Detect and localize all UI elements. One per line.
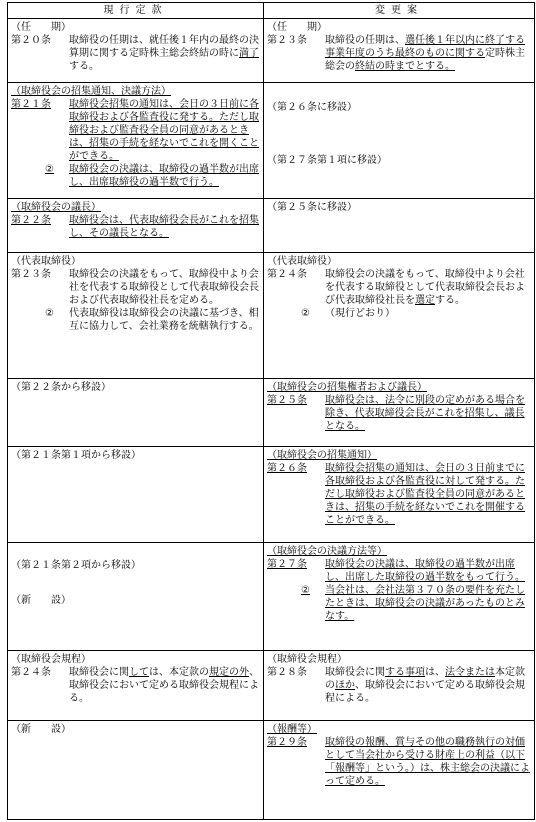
article-body: 取締役会招集の通知は、会日の３日前までに各取締役および各監査役に対して発する。ただし取締役および監査役全員の同意があるときは、招集の手続を経ないでこれを開催することができる。 — [325, 463, 525, 526]
proposed-changes-header: 変更案 — [264, 3, 535, 19]
current-article-cell — [8, 253, 264, 379]
relocation-note: （第２７条第１項に移設） — [267, 155, 387, 166]
paragraph-body: 代表取締役は取締役会の決議に基づき、相互に協力して、会社業務を統轄執行する。 — [69, 308, 259, 332]
current-articles-header: 現行定款 — [8, 3, 264, 19]
article-number: 第２３条 — [267, 35, 307, 46]
article-caption: （取締役会の議長） — [11, 202, 101, 213]
article-number: 第２２条 — [11, 215, 51, 226]
article-paragraph — [45, 163, 260, 189]
relocation-note: （第２１条第２項から移設） — [11, 560, 141, 571]
article-body: 取締役会招集の通知は、会日の３日前に各取締役および各監査役に発する。ただし取締役および監査役全員の同意があるときは、招集の手続を経ないでこれを開くことができる。 — [69, 99, 259, 162]
article-body: 取締役会に関する事項は、法令または本定款のほか、取締役会において定める取締役会規程による。 — [325, 667, 525, 704]
new-article-note: （新 設） — [11, 724, 71, 735]
article-caption: （取締役会の招集権者および議長） — [267, 382, 427, 393]
article-caption: （取締役会の招集通知、決議方法） — [11, 86, 171, 97]
article — [267, 34, 531, 73]
changed-text: して — [129, 667, 149, 678]
current-article-cell — [8, 721, 264, 820]
paragraph-body: 取締役会の決議は、取締役の過半数が出席し、出席取締役の過半数で行う。 — [69, 164, 259, 188]
current-article-cell — [8, 651, 264, 721]
table-row — [8, 253, 535, 379]
article-body: 取締役の報酬、賞与その他の職務執行の対価として当会社から受ける財産上の利益（以下「報酬等」という。）は、株主総会の決議によって定める。 — [325, 737, 530, 787]
relocation-note: （第２５条に移設） — [267, 202, 357, 213]
article — [267, 268, 531, 307]
proposed-article-cell — [264, 447, 535, 543]
current-article-cell — [8, 199, 264, 253]
proposed-article-cell — [264, 19, 535, 83]
article-number: 第２４条 — [267, 269, 307, 280]
article-number: 第２４条 — [11, 667, 51, 678]
article-paragraph — [301, 584, 531, 623]
article-caption: （任 期） — [11, 22, 71, 33]
table-row — [8, 19, 535, 83]
article-number: 第２７条 — [267, 559, 307, 570]
changed-text: 規定の外 — [209, 667, 249, 678]
changed-text: 満了 — [239, 48, 259, 59]
paragraph-number: ② — [45, 308, 54, 319]
changed-text: 法令または — [445, 667, 495, 678]
article — [267, 666, 531, 705]
article-number: 第２９条 — [267, 737, 307, 748]
changed-text: ほか — [335, 680, 355, 691]
article-body: 取締役会の決議をもって、取締役中より会社を代表する取締役として代表取締役会長および代表取締役社長を選定する。 — [325, 269, 525, 306]
table-row — [8, 651, 535, 721]
article-paragraph — [301, 307, 531, 320]
changed-text: 終結の時までとする。 — [355, 61, 455, 72]
article-caption: （取締役会規程） — [11, 654, 91, 665]
article-number: 第２０条 — [11, 35, 51, 46]
article — [267, 736, 531, 788]
current-article-cell — [8, 379, 264, 447]
article-body: 取締役会の決議をもって、取締役中より会社を代表する取締役として代表取締役会長および代表取締役社長を定める。 — [69, 269, 259, 306]
article — [11, 34, 260, 73]
article-body: 取締役会は、法令に別段の定めがある場合を除き、代表取締役会長がこれを招集し、議長となる。 — [325, 395, 525, 432]
paragraph-number: ② — [301, 308, 310, 319]
changed-text: 選任後１年以内に終了する事業年度のうち最終のものに関する — [325, 35, 525, 59]
paragraph-body: （現行どおり） — [325, 308, 395, 319]
relocation-note: （第２６条に移設） — [267, 102, 357, 113]
article-number: 第２５条 — [267, 395, 307, 406]
proposed-article-cell — [264, 651, 535, 721]
article-caption: （取締役会規程） — [267, 654, 347, 665]
article-number: 第２６条 — [267, 463, 307, 474]
current-article-cell — [8, 19, 264, 83]
article-body: 取締役会に関しては、本定款の規定の外、取締役会において定める取締役会規程による。 — [69, 667, 259, 704]
article — [11, 666, 260, 705]
paragraph-body: 当会社は、会社法第３７０条の要件を充たしたときは、取締役会の決議があったものとみなす。 — [325, 585, 525, 622]
article-caption: （代表取締役） — [267, 256, 337, 267]
table-row — [8, 721, 535, 820]
proposed-article-cell — [264, 253, 535, 379]
article-caption: （代表取締役） — [11, 256, 81, 267]
article — [11, 98, 260, 163]
article-body: 取締役の任期は、就任後１年内の最終の決算期に関する定時株主総会終結の時に満了する。 — [69, 35, 259, 72]
proposed-article-cell — [264, 721, 535, 820]
table-row — [8, 379, 535, 447]
article-caption: （取締役会の招集通知） — [267, 450, 377, 461]
article-number: 第２３条 — [11, 269, 51, 280]
article-caption: （報酬等） — [267, 724, 317, 735]
current-article-cell — [8, 447, 264, 543]
paragraph-number: ② — [301, 585, 310, 596]
table-row — [8, 199, 535, 253]
relocation-note: （第２１条第１項から移設） — [11, 450, 141, 461]
comparison-table — [7, 2, 535, 820]
article-caption: （取締役会の決議方法等） — [267, 546, 387, 557]
article-paragraph — [45, 307, 260, 333]
current-article-cell — [8, 83, 264, 199]
relocation-note: （第２２条から移設） — [11, 382, 111, 393]
proposed-article-cell — [264, 379, 535, 447]
article-number: 第２８条 — [267, 667, 307, 678]
proposed-article-cell — [264, 199, 535, 253]
article — [11, 214, 260, 240]
article — [267, 462, 531, 527]
table-row — [8, 83, 535, 199]
article-body: 取締役の任期は、選任後１年以内に終了する事業年度のうち最終のものに関する定時株主総会の終結の時までとする。 — [325, 35, 525, 72]
paragraph-number: ② — [45, 164, 54, 175]
table-row — [8, 543, 535, 651]
new-article-note: （新 設） — [11, 595, 71, 606]
article — [267, 394, 531, 433]
changed-text: 選定 — [415, 295, 435, 306]
changed-text: する事項 — [385, 667, 425, 678]
article — [267, 558, 531, 584]
article — [11, 268, 260, 307]
article-body: 取締役会の決議は、取締役の過半数が出席し、出席した取締役の過半数をもって行う。 — [325, 559, 525, 583]
header-row — [8, 3, 535, 19]
article-body: 取締役会は、代表取締役会長がこれを招集し、その議長となる。 — [69, 215, 259, 239]
article-number: 第２１条 — [11, 99, 51, 110]
article-caption: （任 期） — [267, 22, 327, 33]
current-article-cell — [8, 543, 264, 651]
proposed-article-cell — [264, 543, 535, 651]
table-row — [8, 447, 535, 543]
proposed-article-cell — [264, 83, 535, 199]
